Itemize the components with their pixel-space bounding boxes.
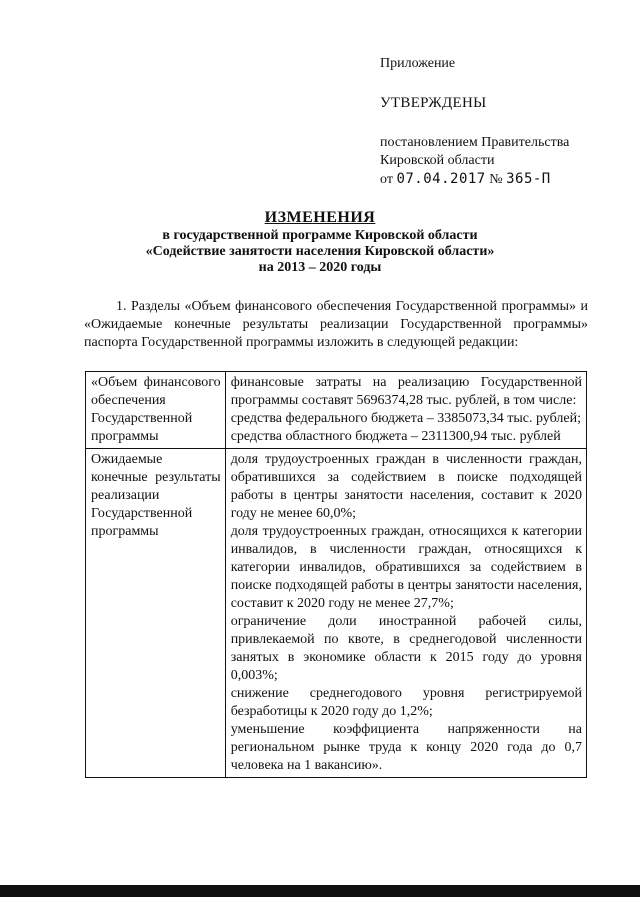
intro-paragraph: 1. Разделы «Объем финансового обеспечения Государственной программы» и «Ожидаемые конечные результаты реализации Государственной программы» паспорта Государственной программы изложить в следующей редакции:	[84, 299, 588, 350]
decree-line-1: постановлением Правительства	[380, 135, 570, 150]
result-item: доля трудоустроенных граждан, относящихся к категории инвалидов, в численности граждан, относящихся к категории инвалидов, обратившихся за содействием в поиске подходящей работы в центры занятости населения, составит к 2020 году не менее 27,7%;	[230, 524, 582, 611]
number-sign: №	[489, 172, 503, 187]
decree-date-line	[380, 170, 620, 189]
approved-label: УТВЕРЖДЕНЫ	[380, 95, 487, 111]
financing-item: финансовые затраты на реализацию Государственной программы составят 5696374,28 тыс. рублей, в том числе:	[230, 375, 582, 408]
row-label-results: Ожидаемые конечные результаты реализации Государственной программы	[86, 449, 226, 778]
title-line-3: «Содействие занятости населения Кировской области»	[145, 244, 495, 259]
table-row-results	[86, 449, 587, 778]
row-label-financing: «Объем финансового обеспечения Государственной программы	[86, 372, 226, 449]
row-content-results	[225, 449, 586, 778]
approval-block	[380, 55, 620, 189]
document-title: ИЗМЕНЕНИЯ	[264, 209, 376, 226]
title-block	[0, 210, 640, 276]
financing-item: средства федерального бюджета – 3385073,34 тыс. рублей;	[230, 411, 581, 426]
decree-line-2: Кировской области	[380, 153, 495, 168]
result-item: снижение среднегодового уровня регистрируемой безработицы к 2020 году до 1,2%;	[230, 686, 582, 719]
date-prefix: от	[380, 172, 393, 187]
appendix-label: Приложение	[380, 56, 456, 71]
result-item: доля трудоустроенных граждан в численности граждан, обратившихся за содействием в поиске подходящей работы в центры занятости населения, составит к 2020 году не менее 60,0%;	[230, 452, 582, 521]
scan-edge-bar	[0, 885, 640, 897]
result-item: ограничение доли иностранной рабочей силы, привлекаемой по квоте, в среднегодовой численности занятых в экономике области к 2015 году до уровня 0,003%;	[230, 614, 582, 683]
result-item: уменьшение коэффициента напряженности на региональном рынке труда к концу 2020 года до 0,7 человека на 1 вакансию».	[230, 722, 582, 773]
financing-item: средства областного бюджета – 2311300,94 тыс. рублей	[230, 429, 561, 444]
title-line-2: в государственной программе Кировской области	[162, 228, 478, 243]
row-content-financing	[225, 372, 586, 449]
handwritten-number: 365-П	[506, 171, 551, 187]
program-passport-table	[85, 371, 587, 778]
table-row-financing	[86, 372, 587, 449]
handwritten-date: 07.04.2017	[396, 171, 486, 187]
title-line-4: на 2013 – 2020 годы	[258, 260, 382, 275]
